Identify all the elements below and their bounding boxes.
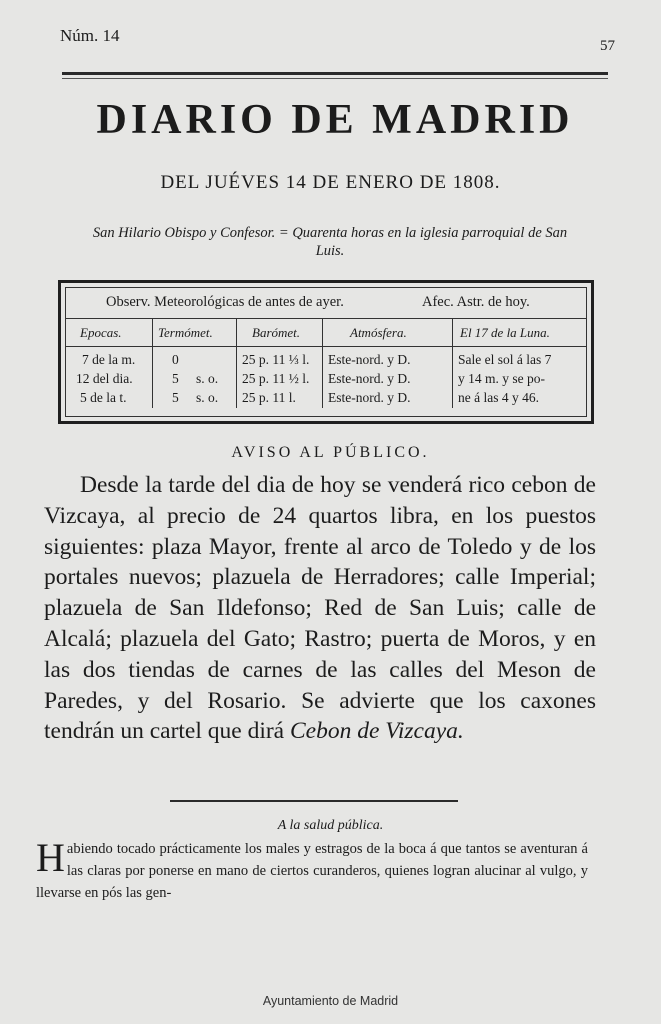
meteo-header-rule <box>66 318 586 319</box>
col-termomet: Termómet. <box>158 325 213 340</box>
luna-3: ne á las 4 y 46. <box>458 390 539 405</box>
col-luna: El 17 de la Luna. <box>460 325 550 340</box>
baromet-3: 25 p. 11 l. <box>242 390 296 405</box>
top-rule <box>62 72 608 75</box>
aviso-italic-text: Cebon de Vizcaya. <box>289 718 464 745</box>
salud-text: abiendo tocado prácticamente los males y estragos de la boca á que tantos se aventuran á las claras por ponerse en mano de ciertos curanderos, quienes logran alucinar al vulgo, y llevarse en pós las gen- <box>36 841 588 901</box>
meteorological-table-inner <box>65 287 587 417</box>
termomet-3: 5 <box>172 390 179 405</box>
masthead-title: DIARIO DE MADRID <box>96 97 574 143</box>
col-atmosfera: Atmósfera. <box>350 325 407 340</box>
atmosfera-3: Este-nord. y D. <box>328 390 411 405</box>
epoca-1: 7 de la m. <box>82 352 136 367</box>
aviso-body <box>44 470 596 747</box>
dateline: DEL JUÉVES 14 DE ENERO DE 1808. <box>160 172 501 193</box>
footer-credit: Ayuntamiento de Madrid <box>262 994 399 1008</box>
aviso-title: AVISO AL PÚBLICO. <box>231 444 430 461</box>
baromet-2: 25 p. 11 ½ l. <box>242 371 310 386</box>
aviso-paragraph <box>44 470 596 747</box>
meteo-divider <box>452 318 453 408</box>
top-rule-thin <box>62 78 608 79</box>
luna-2: y 14 m. y se po- <box>458 371 545 386</box>
termomet-1: 0 <box>172 352 179 367</box>
meteo-divider <box>322 318 323 408</box>
termomet-dir-2: s. o. <box>196 371 219 386</box>
meteorological-table <box>58 280 594 424</box>
meteo-divider <box>152 318 153 408</box>
termomet-2: 5 <box>172 371 179 386</box>
saint-line: San Hilario Obispo y Confesor. = Quarenta horas en la iglesia parroquial de San Luis. <box>92 225 568 259</box>
epoca-3: 5 de la t. <box>80 390 127 405</box>
issue-number: Núm. 14 <box>60 26 120 45</box>
atmosfera-1: Este-nord. y D. <box>328 352 411 367</box>
meteo-divider <box>236 318 237 408</box>
luna-1: Sale el sol á las 7 <box>458 352 552 367</box>
col-baromet: Barómet. <box>252 325 301 340</box>
termomet-dir-3: s. o. <box>196 390 219 405</box>
drop-cap: H <box>36 835 65 880</box>
salud-title: A la salud pública. <box>277 818 384 833</box>
meteo-title-right: Afec. Astr. de hoy. <box>422 294 530 310</box>
aviso-text: Desde la tarde del dia de hoy se venderá rico cebon de Vizcaya, al precio de 24 quartos libra, en los puestos siguientes: plaza Mayor, frente al arco de Toledo y de los portales nuevos; plazuela de Herradores; calle Imperial; plazuela de San Ildefonso; Red de San Luis; calle de Alcalá; plazuela del Gato; Rastro; puerta de Moros, y en las dos tiendas de carnes de las calles del Meson de Paredes, y del Rosario. Se advierte que los caxones tendrán un cartel que dirá <box>44 472 596 745</box>
baromet-1: 25 p. 11 ⅓ l. <box>242 352 310 367</box>
page-number: 57 <box>600 38 615 54</box>
meteo-title-left: Observ. Meteorológicas de antes de ayer. <box>106 294 344 310</box>
atmosfera-2: Este-nord. y D. <box>328 371 411 386</box>
col-epocas: Epocas. <box>80 325 122 340</box>
salud-body <box>36 835 588 904</box>
epoca-2: 12 del dia. <box>76 371 133 386</box>
meteo-column-rule <box>66 346 586 347</box>
section-rule <box>170 800 458 802</box>
